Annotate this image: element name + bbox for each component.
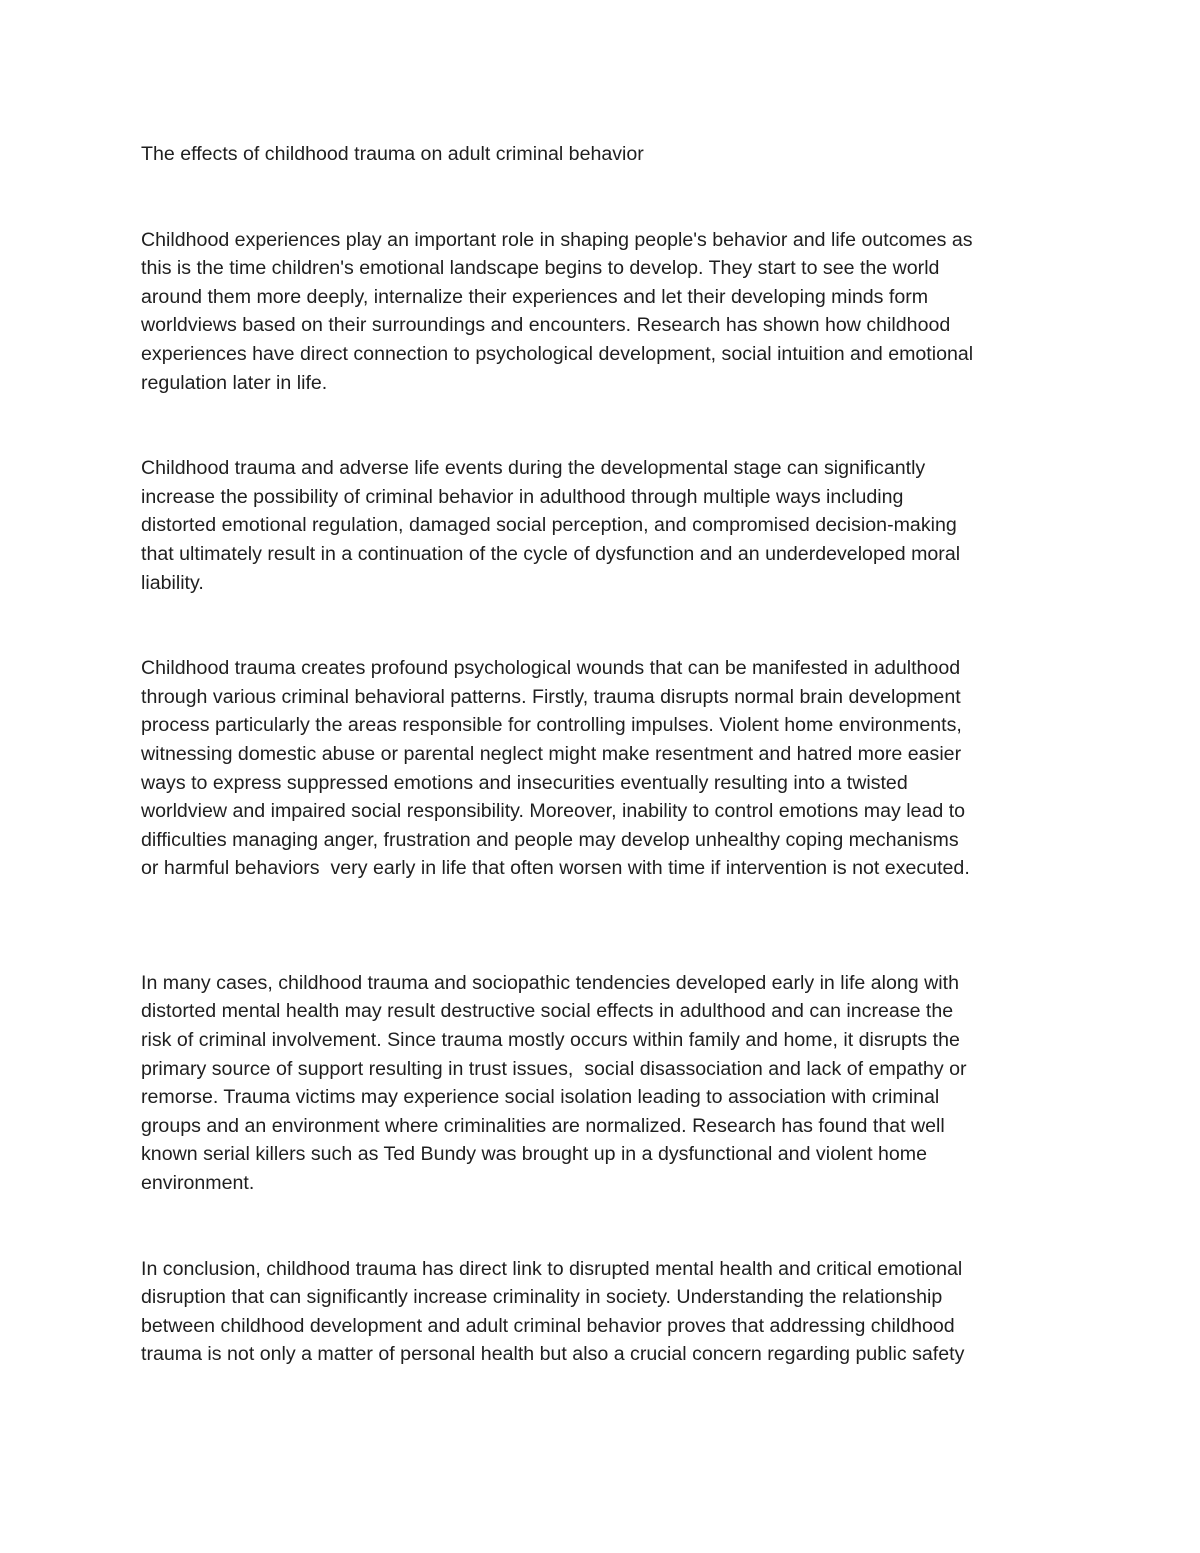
- paragraph-conclusion: In conclusion, childhood trauma has direct link to disrupted mental health and critical emotional disruption that can significantly increase criminality in society. Understanding the relationship between childhood development and adult criminal behavior proves that addressing childhood trauma is not only a matter of personal health but also a crucial concern regarding public safety: [141, 1257, 965, 1366]
- paragraph-psychological-wounds: Childhood trauma creates profound psychological wounds that can be manifested in adulthood through various criminal behavioral patterns. Firstly, trauma disrupts normal brain development process particularly the areas responsible for controlling impulses. Violent home environments, witnessing domestic abuse or parental neglect might make resentment and hatred more easier ways to express suppressed emotions and insecurities eventually resulting into a twisted worldview and impaired social responsibility. Moreover, inability to control emotions may lead to difficulties managing anger, frustration and people may develop unhealthy coping mechanisms or harmful behaviors very early in life that often worsen with time if intervention is not executed.: [141, 657, 970, 880]
- paragraph-social-effects: In many cases, childhood trauma and sociopathic tendencies developed early in life along with distorted mental health may result destructive social effects in adulthood and can increase the risk of criminal involvement. Since trauma mostly occurs within family and home, it disrupts the primary source of support resulting in trust issues, social disassociation and lack of empathy or remorse. Trauma victims may experience social isolation leading to association with criminal groups and an environment where criminalities are normalized. Research has found that well known serial killers such as Ted Bundy was brought up in a dysfunctional and violent home environment.: [141, 971, 967, 1195]
- document-body: [141, 140, 1071, 1369]
- paragraph-thesis: Childhood trauma and adverse life events during the developmental stage can significantly increase the possibility of criminal behavior in adulthood through multiple ways including distorted emotional regulation, damaged social perception, and compromised decision-making that ultimately result in a continuation of the cycle of dysfunction and an underdeveloped moral liability.: [141, 457, 961, 594]
- paragraph-introduction: Childhood experiences play an important role in shaping people's behavior and life outcomes as this is the time children's emotional landscape begins to develop. They start to see the world around them more deeply, internalize their experiences and let their developing minds form worldviews based on their surroundings and encounters. Research has shown how childhood experiences have direct connection to psychological development, social intuition and emotional regulation later in life.: [141, 228, 974, 394]
- document-title: The effects of childhood trauma on adult criminal behavior: [141, 143, 644, 165]
